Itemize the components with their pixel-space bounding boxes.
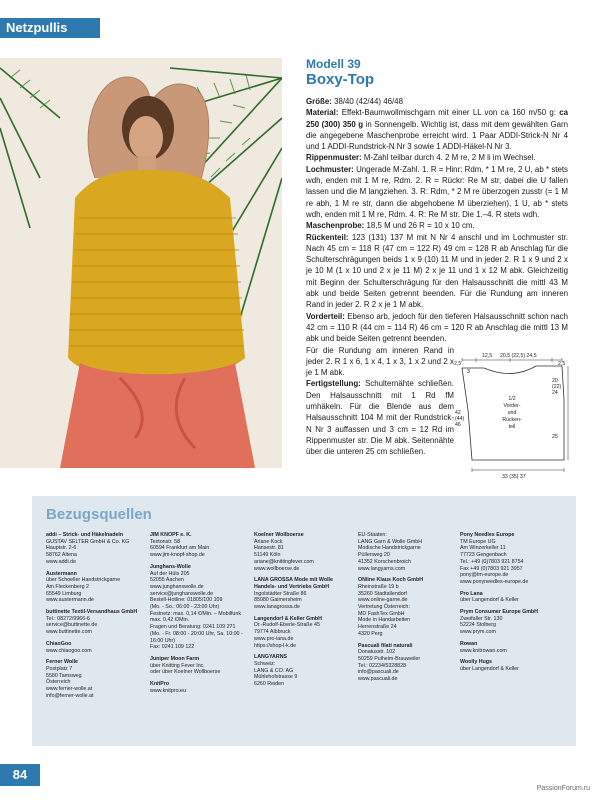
supplier-line: Tel.: 08272/9966-6: [46, 615, 90, 622]
supplier-line: www.knitpro.eu: [150, 687, 186, 694]
supplier-line: www.pro-lana.de: [254, 635, 294, 642]
supplier-entry: [460, 591, 560, 604]
supplier-line: 77723 Gengenbach: [460, 552, 507, 559]
supplier-line: Zweifaller Str. 130: [460, 615, 503, 622]
supplier-line: www.wollboerse.de: [254, 565, 300, 572]
dim-left-3: 46: [455, 422, 461, 428]
supplier-line: (Mo. - So.: 06:00 - 23:00 Uhr): [150, 604, 220, 611]
suppliers-column-3: [254, 532, 354, 693]
dim-left-2: (44): [455, 416, 465, 422]
material-paragraph: [306, 107, 568, 152]
supplier-line: oder über Koelner Wollboerse: [150, 669, 221, 676]
material-text-b: in Sonnengelb. Wichtig ist, dass mit dem gewählten Garn die angegebene Maschenprobe erreicht wird. 1 Paar ADDI-Strick-N Nr 4 und 1 ADDI-Rundstrick-N Nr 3 sowie 1 ADDI-Häkel-N Nr 3.: [306, 119, 568, 152]
supplier-line: 35260 Stadtallendorf: [358, 590, 407, 597]
supplier-line: 85080 Gaimersheim: [254, 597, 302, 604]
supplier-entry: [46, 609, 146, 636]
size-text: 38/40 (42/44) 46/48: [334, 97, 403, 106]
supplier-name: Langendorf & Keller GmbH: [254, 615, 322, 622]
finishing-paragraph: [306, 378, 454, 457]
supplier-entry: [150, 564, 250, 651]
supplier-line: 51149 Köln: [254, 552, 281, 559]
supplier-line: 52055 Aachen: [150, 577, 184, 584]
supplier-line: Tel.: +49 (0)7803 921 8754: [460, 558, 524, 565]
supplier-line: ariane@knittingfever.com: [254, 558, 314, 565]
supplier-name: Ferner Wolle: [46, 659, 78, 666]
supplier-line: Hauptstr. 2-6: [46, 545, 77, 552]
supplier-name: buttinette Textil-Versandhaus GmbH: [46, 609, 138, 616]
material-qty: ca 250 (300) 350 g: [306, 108, 568, 129]
section-tab: Netzpullis: [0, 18, 100, 38]
supplier-entry: [254, 532, 354, 572]
supplier-line: Am Fleckenberg 2: [46, 583, 89, 590]
supplier-line: 6260 Reiden: [254, 681, 285, 688]
supplier-entry: [254, 654, 354, 688]
dim-right-1: 20: [552, 378, 558, 384]
supplier-line: www.austermann.de: [46, 597, 94, 604]
supplier-line: Bestell-Hotline: 01805/100 109: [150, 597, 223, 604]
front-text-a: Ebenso arb, jedoch für den tieferen Halsausschnitt schon nach 42 cm = 110 R (44 cm = 114 R) 46 cm = 120 R ab Anschlag die mittl 13 M abk und beide Seiten getrennt beenden.: [306, 311, 568, 344]
supplier-line: info@pascuali.de: [358, 669, 399, 676]
supplier-line: Tel.: 02234/5328828: [358, 662, 407, 669]
supplier-line: Auf der Hüls 205: [150, 570, 190, 577]
piece-label-5: teil: [508, 424, 516, 430]
supplier-line: TM Europe UG: [460, 538, 496, 545]
supplier-line: (Mo. - Fr. 08:00 - 20:00 Uhr, Sa. 10:00 - 16:00 Uhr): [150, 630, 243, 644]
supplier-name: Austermann: [46, 570, 77, 577]
supplier-entry: [46, 532, 146, 566]
supplier-line: 60594 Frankfurt am Main: [150, 545, 210, 552]
supplier-line: www.ponyneedles-europe.de: [460, 578, 529, 585]
supplier-line: 58762 Altena: [46, 552, 77, 559]
supplier-line: Dr.-Rudolf-Eberle-Straße 45: [254, 622, 320, 629]
supplier-line: www.chiaogoo.com: [46, 647, 92, 654]
dim-top-seg2: 20,5 (22,5) 24,5: [500, 353, 537, 359]
supplier-entry: [460, 659, 560, 672]
supplier-line: Fax: 0241 109 122: [150, 644, 195, 651]
piece-label-1: 1/2: [508, 396, 516, 402]
front-paragraph: [306, 311, 568, 345]
supplier-name: Junghans-Wolle: [150, 563, 191, 570]
supplier-line: über Langendorf & Keller: [460, 597, 519, 604]
supplier-line: über Langendorf & Keller: [460, 665, 519, 672]
supplier-name: Pro Lana: [460, 590, 483, 597]
material-label: Material:: [306, 108, 339, 118]
supplier-name: Woolly Hugs: [460, 659, 492, 666]
dim-top-seg1: 12,5: [482, 353, 493, 359]
supplier-line: www.buttinette.com: [46, 629, 92, 636]
supplier-line: www.addi.de: [46, 558, 77, 565]
piece-label-4: Rücken-: [502, 417, 522, 423]
supplier-line: Modische Handstrickgarne: [358, 545, 421, 552]
supplier-line: Textonstr. 58: [150, 538, 181, 545]
supplier-line: 5580 Tamsweg: [46, 672, 82, 679]
supplier-name: addi – Strick- und Häkelnadeln: [46, 532, 124, 538]
supplier-line: EU-Staaten:: [358, 532, 387, 538]
footer-site: PassionForum.ru: [536, 785, 590, 792]
supplier-line: Postplatz 7: [46, 665, 73, 672]
supplier-line: über Knitting Fever Inc.: [150, 662, 205, 669]
supplier-line: Hansestr. 81: [254, 545, 284, 552]
rib-paragraph: [306, 152, 568, 163]
supplier-entry: [254, 616, 354, 650]
supplier-name: JIM KNOPF e. K.: [150, 532, 192, 538]
dim-bottom-right: 25: [552, 434, 558, 440]
supplier-name: LANGYARNS: [254, 654, 288, 661]
supplier-line: LANG & CO. AG: [254, 667, 294, 674]
supplier-line: Püllenweg 20: [358, 552, 390, 559]
supplier-name: ChiaoGoo: [46, 640, 72, 647]
back-label: Rückenteil:: [306, 232, 349, 242]
gauge-paragraph: [306, 220, 568, 231]
supplier-name: Juniper Moon Farm: [150, 655, 200, 662]
material-text-a: Effekt-Baumwollmischgarn mit einer LL von ca 160 m/50 g:: [341, 108, 556, 118]
supplier-entry: [150, 656, 250, 676]
supplier-entry: [46, 571, 146, 605]
supplier-line: 52224 Stolberg: [460, 622, 496, 629]
size-label: Größe:: [306, 97, 332, 106]
supplier-line: Mode in Handarbeiten: [358, 617, 411, 624]
suppliers-box: [32, 496, 576, 746]
supplier-line: www.ferner-wolle.at: [46, 686, 93, 693]
supplier-line: service@junghanswolle.de: [150, 590, 214, 597]
supplier-entry: [460, 609, 560, 636]
supplier-line: 50259 Pulheim-Brauweiler: [358, 655, 421, 662]
front-text-b: Für die Rundung am inneren Rand in jeder 2. R 1 x 6, 1 x 4, 1 x 3, 1 x 2 und 2 x je 1 M abk.: [306, 345, 454, 378]
finishing-label: Fertigstellung:: [306, 379, 361, 389]
dim-width: 33 (35) 37: [502, 474, 526, 480]
supplier-line: Ingolstädter Straße 86: [254, 590, 307, 597]
suppliers-column-5: [460, 532, 560, 678]
supplier-entry: [46, 641, 146, 654]
lace-label: Lochmuster:: [306, 164, 354, 174]
front-paragraph-b: [306, 345, 454, 379]
supplier-line: 41352 Korschenbroich: [358, 558, 412, 565]
dim-left-small: 3: [467, 369, 470, 375]
supplier-line: www.knitrowan.com: [460, 647, 507, 654]
supplier-name: ONline Klaus Koch GmbH: [358, 577, 424, 584]
suppliers-column-1: [46, 532, 146, 704]
supplier-entry: [460, 532, 560, 586]
supplier-name: Prym Consumer Europe GmbH: [460, 609, 538, 616]
supplier-name: Pascuali filati naturali: [358, 642, 413, 649]
supplier-name: KnitPro: [150, 681, 170, 688]
lace-text: Ungerade M-Zahl. 1. R = Hinr: Rdm, * 1 M re, 2 U, ab * stets wdh, enden mit 1 M re, Rdm. 2. R = Rückr: Re M str, dabei die U fallen lassen und die M langziehen. 3. R: Rdm, * 2 M re überzogen zusstr (= 1 M re abh, 1 M re str, dann die abgehobene M überziehen), 1 U, ab * stets wdh, enden mit 1 M re, Rdm. 4. R: Re M str. Die 1.–4. R stets wdh.: [306, 164, 568, 219]
supplier-line: info@ferner-wolle.at: [46, 692, 94, 699]
supplier-line: pony@tm-europe.de: [460, 572, 509, 579]
piece-label-2: Vorder-: [503, 403, 521, 409]
supplier-line: 65549 Limburg: [46, 590, 82, 597]
supplier-line: www.prym.com: [460, 629, 496, 636]
supplier-entry: [254, 577, 354, 611]
schematic-diagram: [452, 350, 572, 480]
supplier-line: Festnetz: max. 0,14 €/Min. – Mobilfunk max. 0,42 €/Min.: [150, 610, 241, 624]
supplier-line: Donatusstr. 102: [358, 649, 396, 656]
rib-label: Rippenmuster:: [306, 153, 362, 163]
dim-right-3: 24: [552, 390, 558, 396]
supplier-line: Am Winzerkeller 11: [460, 545, 506, 552]
supplier-line: Rheinstraße 19 b: [358, 583, 399, 590]
supplier-line: Mühlehofstrasse 9: [254, 674, 298, 681]
dim-top-left: 2,5: [454, 361, 462, 367]
supplier-line: 79774 Albbruck: [254, 629, 291, 636]
gauge-label: Maschenprobe:: [306, 221, 365, 231]
model-photo: [0, 58, 282, 468]
front-label: Vorderteil:: [306, 311, 345, 321]
page-number: 84: [0, 764, 40, 786]
supplier-name: Koelner Wollboerse: [254, 532, 304, 538]
back-text: 123 (131) 137 M mit N Nr 4 anschl und im Lochmuster str. Nach 45 cm = 118 R (47 cm = 122 R) 49 cm = 128 R ab Anschlag für die Schulterschrägungen beids 1 x 9 (10) 11 M und in jeder 2. R 1 x 9 und 2 x je 10 M (1 x 10 und 2 x je 11 M) 2 x je 11 und 1 x 12 M abk. Gleichzeitig mit Beginn der Schulterschrägung für den Halsausschnitt die mittl 43 M abk und beide Seiten getrennt beenden. Für die Rundung am inneren Rand in jeder 2. R 2 x je 1 M abk.: [306, 232, 568, 310]
suppliers-title: Bezugsquellen: [46, 506, 152, 523]
dim-left-1: 42: [455, 410, 461, 416]
supplier-line: www.lanagrossa.de: [254, 604, 300, 611]
supplier-line: Vertretung Österreich:: [358, 604, 410, 611]
suppliers-column-2: [150, 532, 250, 699]
supplier-line: www.jim-knopf-shop.de: [150, 552, 205, 559]
supplier-line: Ariane Kock: [254, 538, 283, 545]
dim-right-2: (22): [552, 384, 562, 390]
supplier-line: über Schoeller Handstrickgarne: [46, 577, 121, 584]
rib-text: M-Zahl teilbar durch 4. 2 M re, 2 M li im Wechsel.: [363, 153, 536, 163]
model-title: [306, 57, 374, 89]
supplier-entry: [358, 577, 458, 637]
supplier-entry: [358, 532, 458, 572]
supplier-line: Österreich: [46, 679, 71, 686]
model-number: Modell 39: [306, 57, 361, 71]
supplier-line: www.langyarns.com: [358, 565, 406, 572]
back-paragraph: [306, 232, 568, 311]
size-paragraph: [306, 96, 568, 107]
supplier-name: LANA GROSSA Mode mit Wolle Handels- und Vertriebs GmbH: [254, 577, 333, 590]
piece-label-3: und: [507, 410, 517, 416]
supplier-line: 4320 Perg: [358, 630, 383, 637]
finishing-text: Schulternähte schließen. Den Halsausschnitt mit 1 Rd fM umhäkeln. Für die Blende aus dem Halsausschnitt 104 M mit der Rundstrick-N Nr 3 auffassen und 3 cm = 12 Rd im Rippenmuster str. Die M abk. Seitennähte über die unteren 25 cm schließen.: [306, 379, 454, 457]
supplier-line: Herrenstraße 24: [358, 624, 397, 631]
supplier-name: Pony Needles Europe: [460, 532, 515, 538]
supplier-entry: [150, 532, 250, 559]
gauge-text: 18,5 M und 26 R = 10 x 10 cm.: [366, 221, 475, 231]
supplier-line: www.junghanswolle.de: [150, 583, 204, 590]
dim-bottom: [472, 468, 564, 472]
supplier-entry: [460, 641, 560, 654]
suppliers-column-4: [358, 532, 458, 688]
supplier-entry: [150, 681, 250, 694]
supplier-line: Schweiz:: [254, 660, 276, 667]
dim-top-right: 2,5: [558, 361, 566, 367]
supplier-entry: [358, 643, 458, 683]
supplier-line: Fragen und Beratung: 0241 109 271: [150, 624, 236, 631]
supplier-line: www.pascuali.de: [358, 676, 398, 683]
supplier-name: Rowan: [460, 640, 478, 647]
supplier-line: Fax +49 (0)7803 921 3957: [460, 565, 523, 572]
model-name: Boxy-Top: [306, 71, 375, 88]
supplier-line: www.online-garne.de: [358, 597, 408, 604]
supplier-line: MD FashTex GmbH: [358, 610, 405, 617]
supplier-line: LANG Garn & Wolle GmbH: [358, 538, 423, 545]
supplier-entry: [46, 659, 146, 699]
supplier-line: https://shop-l-k.de: [254, 642, 297, 649]
supplier-line: service@buttinette.de: [46, 622, 98, 629]
lace-paragraph: [306, 164, 568, 220]
supplier-line: GUSTAV SELTER GmbH & Co. KG: [46, 538, 130, 545]
